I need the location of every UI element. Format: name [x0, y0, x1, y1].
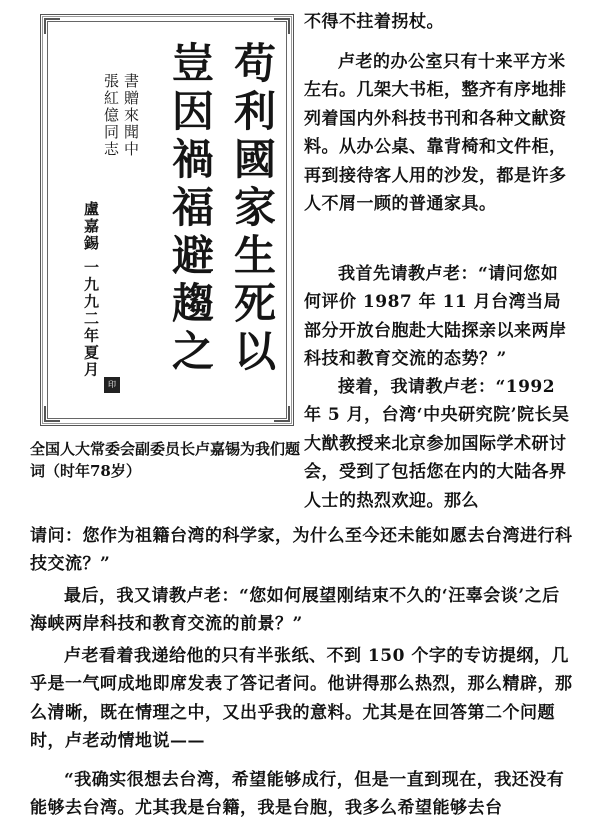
paragraph-3: 我首先请教卢老：“请问您如何评价 1987 年 11 月台湾当局部分开放台胞赴大陆探亲以来两岸科技和教育交流的态势？” [304, 264, 567, 370]
calligraphy-signature [103, 73, 118, 158]
frame-corner-ornament [274, 18, 290, 34]
paragraph-4-continued: 请问：您作为祖籍台湾的科学家，为什么至今还未能如愿去台湾进行科技交流？” [30, 526, 573, 575]
seal-stamp: 印 [104, 377, 120, 393]
inscription-line-2: 張紅億同志 [102, 73, 120, 158]
frame-corner-ornament [44, 18, 60, 34]
calligraphy-signature-date: 盧嘉錫 一九九二年夏月 [82, 201, 100, 379]
paragraph-4-right: 接着，我请教卢老：“1992 年 5 月，台湾‘中央研究院’院长吴大猷教授来北京参加国际学术研讨会，受到了包括您在内的大陆各界人士的热烈欢迎。那么 [304, 377, 570, 511]
paragraph-1: 不得不拄着拐杖。 [304, 12, 444, 32]
paragraph-2: 卢老的办公室只有十来平方米左右。几架大书柜，整齐有序地排列着国内外科技书刊和各种文献资料。从办公桌、靠背椅和文件柜，再到接待客人用的沙发，都是许多人不屑一顾的普通家具。 [304, 52, 567, 215]
paragraph-5: 最后，我又请教卢老：“您如何展望刚结束不久的‘汪辜会谈’之后海峡两岸科技和教育交流的前景？” [30, 586, 560, 635]
calligraphy-figure [40, 14, 294, 426]
frame-corner-ornament [274, 406, 290, 422]
paragraph-7: “我确实很想去台湾，希望能够成行，但是一直到现在，我还没有能够去台湾。尤其我是台籍，我是台胞，我多么希望能够去台 [30, 770, 565, 819]
frame-corner-ornament [44, 406, 60, 422]
figure-caption: 全国人大常委会副委员长卢嘉锡为我们题词（时年78岁） [30, 440, 301, 480]
calligraphy-line-1: 苟利國家生死以 [228, 41, 277, 377]
inscription-line-1: 書贈來聞中 [122, 73, 140, 158]
calligraphy-inscription [123, 73, 138, 158]
paragraph-6: 卢老看着我递给他的只有半张纸、不到 150 个字的专访提纲，几乎是一气呵成地即席发表了答记者问。他讲得那么热烈，那么精辟，那么清晰，既在情理之中，又出乎我的意料。尤其是在回答第二个问题时，卢老动情地说—— [30, 646, 573, 752]
calligraphy-line-2: 豈因禍福避趨之 [166, 41, 215, 377]
